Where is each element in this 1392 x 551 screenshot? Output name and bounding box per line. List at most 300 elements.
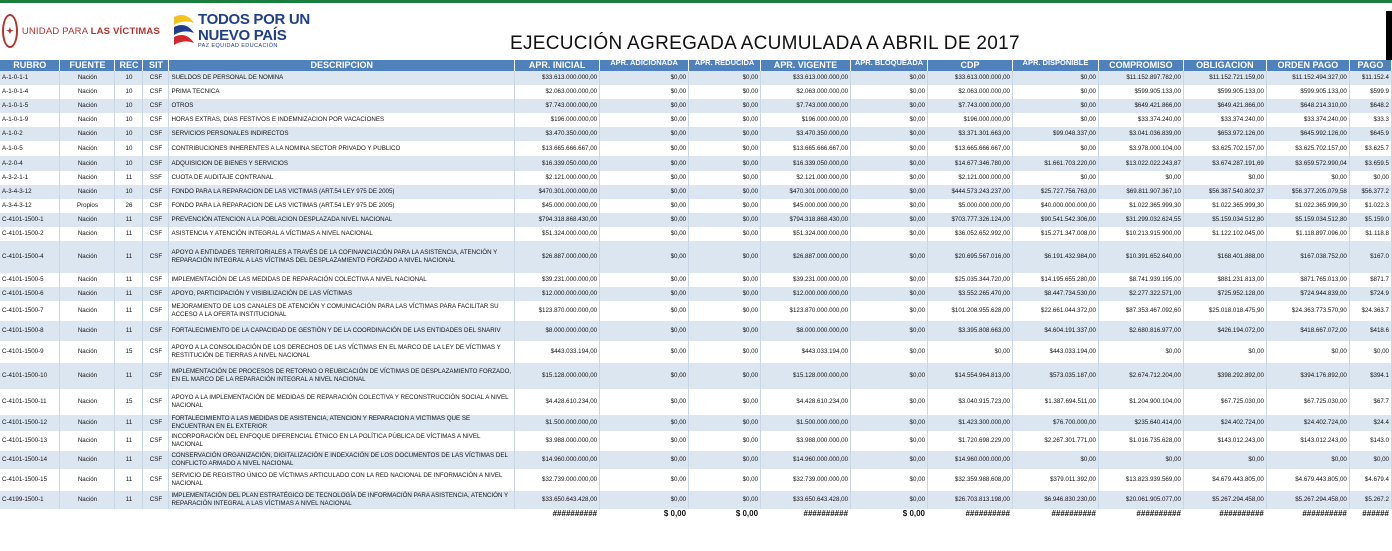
table-cell[interactable]: $573.035.187,00 [1012, 363, 1098, 389]
table-cell[interactable]: $0,00 [600, 273, 689, 287]
table-cell[interactable]: A-1-0-5 [0, 141, 60, 156]
table-cell[interactable]: $0,00 [851, 71, 928, 85]
table-cell[interactable]: $5.159.034.512,80 [1266, 213, 1349, 227]
table-cell[interactable]: INCORPORACIÓN DEL ENFOQUE DIFERENCIAL ÉTNICO EN LA POLÍTICA PÚBLICA DE VÍCTIMAS A NIVEL NACIONAL [169, 431, 515, 451]
table-cell[interactable]: $0,00 [689, 469, 761, 491]
table-cell[interactable]: $45.000.000.000,00 [761, 199, 851, 213]
table-cell[interactable]: CUOTA DE AUDITAJE CONTRANAL [169, 171, 515, 185]
table-cell[interactable]: $99.048.337,00 [1012, 127, 1098, 141]
table-cell[interactable]: $724.944.839,00 [1266, 287, 1349, 301]
table-cell[interactable]: CSF [143, 363, 169, 389]
table-cell[interactable]: IMPLEMENTACIÓN DEL PLAN ESTRATÉGICO DE TECNOLOGÍA DE INFORMACIÓN PARA ASISTENCIA, ATENCIÓN Y REPARACIÓN INTEGRAL A LAS VÍCTIMAS A NIVEL NACIONAL [169, 491, 515, 509]
table-cell[interactable]: Nación [60, 301, 115, 321]
column-header[interactable]: APR. INICIAL [515, 60, 600, 71]
table-cell[interactable]: $0,00 [689, 127, 761, 141]
table-cell[interactable]: $0,00 [851, 451, 928, 469]
table-cell[interactable]: $0,00 [600, 241, 689, 273]
table-cell[interactable]: $379.011.392,00 [1012, 469, 1098, 491]
table-cell[interactable]: $25.018.018.475,90 [1183, 301, 1266, 321]
table-cell[interactable]: $67.725.030,00 [1183, 389, 1266, 415]
table-cell[interactable]: 11 [115, 273, 143, 287]
table-cell[interactable]: 11 [115, 171, 143, 185]
table-cell[interactable]: 11 [115, 431, 143, 451]
table-cell[interactable]: $2.121.000.000,00 [515, 171, 600, 185]
table-cell[interactable]: Nación [60, 273, 115, 287]
total-cell[interactable]: ########## [515, 509, 600, 519]
table-cell[interactable]: 10 [115, 127, 143, 141]
table-cell[interactable]: C-4101-1500-4 [0, 241, 60, 273]
table-cell[interactable]: $11.152.897.782,00 [1098, 71, 1183, 85]
total-cell[interactable]: ########## [1266, 509, 1349, 519]
table-cell[interactable]: $0,00 [1012, 99, 1098, 113]
table-cell[interactable]: PREVENCIÓN ATENCION A LA POBLACION DESPLAZADA NIVEL NACIONAL [169, 213, 515, 227]
table-cell[interactable]: $3.988.000.000,00 [515, 431, 600, 451]
table-cell[interactable]: PRIMA TECNICA [169, 85, 515, 99]
total-cell[interactable]: ########## [928, 509, 1013, 519]
table-cell[interactable]: $724.9 [1349, 287, 1391, 301]
table-cell[interactable]: $3.659.572.990,04 [1266, 156, 1349, 171]
table-cell[interactable]: $0,00 [689, 287, 761, 301]
table-cell[interactable]: $0,00 [1349, 451, 1391, 469]
table-cell[interactable]: $645.992.126,00 [1266, 127, 1349, 141]
table-cell[interactable]: $0,00 [689, 341, 761, 363]
table-cell[interactable]: A-3-4-3-12 [0, 185, 60, 199]
table-cell[interactable]: SUELDOS DE PERSONAL DE NOMINA [169, 71, 515, 85]
table-cell[interactable]: $1.423.300.000,00 [928, 415, 1013, 431]
table-row[interactable] [0, 431, 1392, 451]
table-cell[interactable]: APOYO A LA CONSOLIDACIÓN DE LOS DERECHOS DE LAS VÍCTIMAS EN EL MARCO DE LA LEY DE VÍCTIMAS Y RESTITUCIÓN DE TIERRAS A NIVEL NACIONAL [169, 341, 515, 363]
table-cell[interactable]: 11 [115, 469, 143, 491]
table-cell[interactable]: $25.035.344.720,00 [928, 273, 1013, 287]
total-cell[interactable]: $ 0,00 [689, 509, 761, 519]
table-row[interactable] [0, 213, 1392, 227]
table-row[interactable] [0, 185, 1392, 199]
table-cell[interactable]: SERVICIOS PERSONALES INDIRECTOS [169, 127, 515, 141]
table-row[interactable] [0, 363, 1392, 389]
table-cell[interactable]: $15.128.000.000,00 [515, 363, 600, 389]
table-cell[interactable]: $87.353.467.092,60 [1098, 301, 1183, 321]
table-cell[interactable]: $0,00 [689, 141, 761, 156]
table-cell[interactable]: CSF [143, 241, 169, 273]
column-header[interactable]: CDP [928, 60, 1013, 71]
table-cell[interactable]: SERVICIO DE REGISTRO ÚNICO DE VÍCTIMAS ARTICULADO CON LA RED NACIONAL DE INFORMACIÓN A NIVEL NACIONAL [169, 469, 515, 491]
table-cell[interactable]: APOYO A ENTIDADES TERRITORIALES A TRAVÉS DE LA COFINANCIACIÓN PARA LA ASISTENCIA, ATENCIÓN Y REPARACIÓN INTEGRAL A LAS VÍCTIMAS DEL DESPLAZAMIENTO FORZADO A NIVEL NACIONAL [169, 241, 515, 273]
table-cell[interactable]: $16.339.050.000,00 [515, 156, 600, 171]
table-cell[interactable]: $0,00 [600, 113, 689, 127]
table-cell[interactable]: $3.040.915.723,00 [928, 389, 1013, 415]
table-cell[interactable]: $8.000.000.000,00 [515, 321, 600, 341]
table-row[interactable] [0, 287, 1392, 301]
table-cell[interactable]: $5.159.034.512,80 [1183, 213, 1266, 227]
table-cell[interactable]: $1.500.000.000,00 [515, 415, 600, 431]
table-cell[interactable]: Nación [60, 71, 115, 85]
table-cell[interactable]: $3.659.5 [1349, 156, 1391, 171]
table-cell[interactable]: 26 [115, 199, 143, 213]
table-cell[interactable]: $7.743.000.000,00 [515, 99, 600, 113]
table-cell[interactable]: $394.176.892,00 [1266, 363, 1349, 389]
table-cell[interactable]: 11 [115, 491, 143, 509]
table-cell[interactable]: C-4101-1500-8 [0, 321, 60, 341]
table-row[interactable] [0, 99, 1392, 113]
table-cell[interactable]: $0,00 [1098, 341, 1183, 363]
table-cell[interactable]: $33.613.000.000,00 [515, 71, 600, 85]
table-cell[interactable]: C-4101-1500-9 [0, 341, 60, 363]
table-cell[interactable]: $444.573.243.237,00 [928, 185, 1013, 199]
table-cell[interactable]: $3.625.7 [1349, 141, 1391, 156]
table-cell[interactable]: $3.395.808.663,00 [928, 321, 1013, 341]
table-cell[interactable]: 11 [115, 241, 143, 273]
table-cell[interactable]: $0,00 [689, 321, 761, 341]
table-cell[interactable]: $13.022.022.243,87 [1098, 156, 1183, 171]
table-cell[interactable]: $33.374.240,00 [1266, 113, 1349, 127]
table-cell[interactable]: $0,00 [600, 227, 689, 241]
total-cell[interactable]: ###### [1349, 509, 1391, 519]
table-cell[interactable]: CSF [143, 141, 169, 156]
table-cell[interactable]: Nación [60, 241, 115, 273]
table-cell[interactable]: $67.7 [1349, 389, 1391, 415]
table-row[interactable] [0, 491, 1392, 509]
table-cell[interactable]: $16.339.050.000,00 [761, 156, 851, 171]
table-cell[interactable]: Nación [60, 431, 115, 451]
table-cell[interactable]: 10 [115, 141, 143, 156]
table-cell[interactable]: $101.208.955.628,00 [928, 301, 1013, 321]
column-header[interactable]: FUENTE [60, 60, 115, 71]
table-cell[interactable]: $0,00 [1183, 171, 1266, 185]
table-cell[interactable]: $1.022.365.999,30 [1183, 199, 1266, 213]
table-cell[interactable]: Nación [60, 491, 115, 509]
table-cell[interactable]: CSF [143, 85, 169, 99]
table-row[interactable] [0, 141, 1392, 156]
table-cell[interactable]: $649.421.866,00 [1098, 99, 1183, 113]
table-cell[interactable]: ADQUISICION DE BIENES Y SERVICIOS [169, 156, 515, 171]
table-cell[interactable]: $3.674.287.191,69 [1183, 156, 1266, 171]
table-cell[interactable]: $56.377.2 [1349, 185, 1391, 199]
table-cell[interactable]: FORTALECIMIENTO DE LA CAPACIDAD DE GESTIÓN Y DE LA COORDINACIÓN DE LAS ENTIDADES DEL SNARIV [169, 321, 515, 341]
table-row[interactable] [0, 451, 1392, 469]
table-cell[interactable]: $3.978.000.104,00 [1098, 141, 1183, 156]
table-cell[interactable]: CSF [143, 321, 169, 341]
table-cell[interactable]: $13.665.666.667,00 [761, 141, 851, 156]
total-cell[interactable] [143, 509, 169, 519]
table-cell[interactable]: $645.9 [1349, 127, 1391, 141]
table-cell[interactable]: $0,00 [689, 363, 761, 389]
table-cell[interactable]: $4.604.191.337,00 [1012, 321, 1098, 341]
table-cell[interactable]: $881.231.813,00 [1183, 273, 1266, 287]
table-cell[interactable]: $14.554.964.813,00 [928, 363, 1013, 389]
total-cell[interactable]: $ 0,00 [600, 509, 689, 519]
table-cell[interactable]: $14.677.346.780,00 [928, 156, 1013, 171]
table-cell[interactable]: CSF [143, 301, 169, 321]
table-cell[interactable]: $8.447.734.530,00 [1012, 287, 1098, 301]
table-cell[interactable]: $32.739.000.000,00 [761, 469, 851, 491]
table-cell[interactable]: $3.470.350.000,00 [761, 127, 851, 141]
column-header[interactable]: DESCRIPCION [169, 60, 515, 71]
table-cell[interactable]: $4.679.443.805,00 [1266, 469, 1349, 491]
table-cell[interactable]: $2.121.000.000,00 [928, 171, 1013, 185]
table-cell[interactable]: $0,00 [851, 171, 928, 185]
table-cell[interactable]: $36.052.652.992,00 [928, 227, 1013, 241]
table-cell[interactable]: CSF [143, 341, 169, 363]
table-cell[interactable]: CSF [143, 99, 169, 113]
table-cell[interactable]: CSF [143, 213, 169, 227]
table-cell[interactable]: $0,00 [600, 415, 689, 431]
table-cell[interactable]: Nación [60, 99, 115, 113]
table-cell[interactable]: $31.299.032.624,55 [1098, 213, 1183, 227]
table-cell[interactable]: $0,00 [851, 85, 928, 99]
table-cell[interactable]: C-4101-1500-15 [0, 469, 60, 491]
table-cell[interactable]: $0,00 [600, 185, 689, 199]
table-cell[interactable]: $6.191.432.984,00 [1012, 241, 1098, 273]
table-cell[interactable]: A-2-0-4 [0, 156, 60, 171]
table-cell[interactable]: $394.1 [1349, 363, 1391, 389]
total-cell[interactable] [115, 509, 143, 519]
table-cell[interactable]: $0,00 [851, 241, 928, 273]
table-row[interactable] [0, 321, 1392, 341]
total-cell[interactable]: ########## [1012, 509, 1098, 519]
table-cell[interactable]: $4.428.610.234,00 [761, 389, 851, 415]
table-cell[interactable]: $5.267.294.458,00 [1183, 491, 1266, 509]
table-cell[interactable]: $33.374.240,00 [1098, 113, 1183, 127]
table-cell[interactable]: IMPLEMENTACIÓN DE LAS MEDIDAS DE REPARACIÓN COLECTIVA A NIVEL NACIONAL [169, 273, 515, 287]
table-cell[interactable]: SSF [143, 171, 169, 185]
table-cell[interactable]: Nación [60, 451, 115, 469]
table-cell[interactable]: $0,00 [600, 363, 689, 389]
table-row[interactable] [0, 389, 1392, 415]
table-cell[interactable]: $33.613.000.000,00 [928, 71, 1013, 85]
table-cell[interactable]: $4.428.610.234,00 [515, 389, 600, 415]
table-cell[interactable]: Nación [60, 363, 115, 389]
table-cell[interactable]: C-4101-1500-2 [0, 227, 60, 241]
table-cell[interactable]: $0,00 [689, 227, 761, 241]
table-cell[interactable]: A-3-2-1-1 [0, 171, 60, 185]
table-cell[interactable]: $20.061.905.077,00 [1098, 491, 1183, 509]
table-cell[interactable]: $26.703.813.198,00 [928, 491, 1013, 509]
table-cell[interactable]: $7.743.000.000,00 [761, 99, 851, 113]
table-cell[interactable]: Nación [60, 321, 115, 341]
table-cell[interactable]: 10 [115, 99, 143, 113]
table-cell[interactable]: $33.650.643.428,00 [761, 491, 851, 509]
table-row[interactable] [0, 113, 1392, 127]
table-cell[interactable]: $0,00 [689, 431, 761, 451]
table-cell[interactable]: $1.022.3 [1349, 199, 1391, 213]
table-cell[interactable]: $56.377.205.079,58 [1266, 185, 1349, 199]
table-cell[interactable]: C-4101-1500-13 [0, 431, 60, 451]
table-cell[interactable]: Nación [60, 113, 115, 127]
table-cell[interactable]: $0,00 [1012, 171, 1098, 185]
table-cell[interactable]: $0,00 [689, 156, 761, 171]
table-cell[interactable]: $0,00 [689, 213, 761, 227]
table-cell[interactable]: $0,00 [689, 491, 761, 509]
table-cell[interactable]: CSF [143, 71, 169, 85]
table-cell[interactable]: $196.000.000,00 [515, 113, 600, 127]
table-cell[interactable]: $0,00 [689, 71, 761, 85]
table-cell[interactable]: 11 [115, 415, 143, 431]
table-cell[interactable]: 11 [115, 287, 143, 301]
table-row[interactable] [0, 241, 1392, 273]
table-cell[interactable]: $15.271.347.008,00 [1012, 227, 1098, 241]
table-row[interactable] [0, 227, 1392, 241]
table-cell[interactable]: $0,00 [600, 171, 689, 185]
column-header[interactable]: APR. REDUCIDA [689, 60, 761, 71]
table-cell[interactable]: $32.739.000.000,00 [515, 469, 600, 491]
table-cell[interactable]: $4.679.443.805,00 [1183, 469, 1266, 491]
table-cell[interactable]: $167.038.752,00 [1266, 241, 1349, 273]
table-cell[interactable]: $0,00 [1266, 341, 1349, 363]
table-cell[interactable]: $0,00 [1183, 341, 1266, 363]
table-cell[interactable]: $0,00 [851, 273, 928, 287]
table-cell[interactable]: C-4101-1500-11 [0, 389, 60, 415]
table-cell[interactable]: $25.727.756.763,00 [1012, 185, 1098, 199]
table-cell[interactable]: $0,00 [1183, 451, 1266, 469]
table-cell[interactable]: CSF [143, 451, 169, 469]
table-cell[interactable]: $24.363.7 [1349, 301, 1391, 321]
table-cell[interactable]: $0,00 [689, 389, 761, 415]
table-cell[interactable]: $0,00 [600, 99, 689, 113]
column-header[interactable]: ORDEN PAGO [1266, 60, 1349, 71]
table-cell[interactable]: CSF [143, 287, 169, 301]
total-cell[interactable] [0, 509, 60, 519]
table-cell[interactable]: $0,00 [1098, 171, 1183, 185]
column-header[interactable]: REC [115, 60, 143, 71]
table-cell[interactable]: $0,00 [851, 469, 928, 491]
table-cell[interactable]: $32.359.988.608,00 [928, 469, 1013, 491]
table-cell[interactable]: $0,00 [600, 141, 689, 156]
table-cell[interactable]: $0,00 [1012, 71, 1098, 85]
table-cell[interactable]: $1.661.703.220,00 [1012, 156, 1098, 171]
table-cell[interactable]: $76.700.000,00 [1012, 415, 1098, 431]
table-cell[interactable]: $0,00 [689, 301, 761, 321]
table-cell[interactable]: $5.159.0 [1349, 213, 1391, 227]
table-row[interactable] [0, 341, 1392, 363]
total-cell[interactable]: ########## [761, 509, 851, 519]
table-cell[interactable]: $0,00 [851, 287, 928, 301]
table-cell[interactable]: $14.960.000.000,00 [761, 451, 851, 469]
table-cell[interactable]: $168.401.888,00 [1183, 241, 1266, 273]
table-cell[interactable]: CSF [143, 273, 169, 287]
table-cell[interactable]: A-3-4-3-12 [0, 199, 60, 213]
table-cell[interactable]: CSF [143, 199, 169, 213]
table-cell[interactable]: 10 [115, 85, 143, 99]
table-cell[interactable]: C-4101-1500-7 [0, 301, 60, 321]
table-cell[interactable]: $0,00 [851, 321, 928, 341]
column-header[interactable]: APR. VIGENTE [761, 60, 851, 71]
total-cell[interactable] [60, 509, 115, 519]
table-cell[interactable]: Nación [60, 141, 115, 156]
table-cell[interactable]: $0,00 [600, 85, 689, 99]
table-cell[interactable]: $3.625.702.157,00 [1183, 141, 1266, 156]
table-cell[interactable]: $725.952.128,00 [1183, 287, 1266, 301]
table-cell[interactable]: $1.122.102.045,00 [1183, 227, 1266, 241]
table-cell[interactable]: $51.324.000.000,00 [515, 227, 600, 241]
table-cell[interactable]: $0,00 [851, 491, 928, 509]
table-cell[interactable]: $794.318.868.430,00 [515, 213, 600, 227]
table-cell[interactable]: $10.391.652.640,00 [1098, 241, 1183, 273]
table-cell[interactable]: A-1-0-1-9 [0, 113, 60, 127]
table-cell[interactable]: CSF [143, 469, 169, 491]
table-cell[interactable]: Nación [60, 171, 115, 185]
table-cell[interactable]: C-4101-1500-14 [0, 451, 60, 469]
table-cell[interactable]: $0,00 [928, 341, 1013, 363]
table-cell[interactable]: FONDO PARA LA REPARACION DE LAS VICTIMAS (ART.54 LEY 975 DE 2005) [169, 199, 515, 213]
table-cell[interactable]: $13.823.939.569,00 [1098, 469, 1183, 491]
table-cell[interactable]: $22.661.044.372,00 [1012, 301, 1098, 321]
table-cell[interactable]: FONDO PARA LA REPARACION DE LAS VICTIMAS (ART.54 LEY 975 DE 2005) [169, 185, 515, 199]
table-cell[interactable]: $0,00 [1012, 141, 1098, 156]
table-cell[interactable]: $871.765.013,00 [1266, 273, 1349, 287]
table-row[interactable] [0, 469, 1392, 491]
table-cell[interactable]: $69.811.907.367,10 [1098, 185, 1183, 199]
table-cell[interactable]: $0,00 [851, 431, 928, 451]
table-cell[interactable]: $3.470.350.000,00 [515, 127, 600, 141]
table-cell[interactable]: $1.204.900.104,00 [1098, 389, 1183, 415]
table-cell[interactable]: $0,00 [689, 273, 761, 287]
table-cell[interactable]: $0,00 [600, 156, 689, 171]
table-cell[interactable]: $24.363.773.570,90 [1266, 301, 1349, 321]
table-cell[interactable]: $0,00 [851, 213, 928, 227]
table-cell[interactable]: HORAS EXTRAS, DIAS FESTIVOS E INDEMNIZACION POR VACACIONES [169, 113, 515, 127]
table-cell[interactable]: Nación [60, 469, 115, 491]
table-row[interactable] [0, 273, 1392, 287]
table-row[interactable] [0, 199, 1392, 213]
table-cell[interactable]: $12.000.000.000,00 [761, 287, 851, 301]
table-cell[interactable]: $0,00 [851, 341, 928, 363]
table-cell[interactable]: $0,00 [600, 451, 689, 469]
table-cell[interactable]: $11.152.721.159,00 [1183, 71, 1266, 85]
table-cell[interactable]: $0,00 [1349, 341, 1391, 363]
table-cell[interactable]: $1.500.000.000,00 [761, 415, 851, 431]
table-cell[interactable]: Nación [60, 156, 115, 171]
table-cell[interactable]: $26.887.000.000,00 [761, 241, 851, 273]
table-cell[interactable]: $0,00 [1012, 451, 1098, 469]
table-cell[interactable]: $0,00 [689, 171, 761, 185]
table-cell[interactable]: $443.033.194,00 [761, 341, 851, 363]
table-cell[interactable]: $0,00 [689, 415, 761, 431]
table-cell[interactable]: OTROS [169, 99, 515, 113]
table-cell[interactable]: $599.905.133,00 [1098, 85, 1183, 99]
table-cell[interactable]: $56.387.540.802,37 [1183, 185, 1266, 199]
table-cell[interactable]: $14.960.000.000,00 [928, 451, 1013, 469]
table-cell[interactable]: Nación [60, 415, 115, 431]
table-cell[interactable]: $7.743.000.000,00 [928, 99, 1013, 113]
table-row[interactable] [0, 71, 1392, 85]
table-cell[interactable]: $20.695.567.016,00 [928, 241, 1013, 273]
table-cell[interactable]: $13.665.666.667,00 [515, 141, 600, 156]
table-cell[interactable]: $703.777.326.124,00 [928, 213, 1013, 227]
table-cell[interactable]: $2.267.301.771,00 [1012, 431, 1098, 451]
table-cell[interactable]: $3.041.036.839,00 [1098, 127, 1183, 141]
column-header[interactable]: APR. BLOQUEADA [851, 60, 928, 71]
table-cell[interactable]: Nación [60, 341, 115, 363]
table-cell[interactable]: $11.152.4 [1349, 71, 1391, 85]
column-header[interactable]: RUBRO [0, 60, 60, 71]
table-cell[interactable]: $871.7 [1349, 273, 1391, 287]
table-cell[interactable]: Nación [60, 127, 115, 141]
table-cell[interactable]: $235.640.414,00 [1098, 415, 1183, 431]
table-row[interactable] [0, 415, 1392, 431]
table-cell[interactable]: $1.118.8 [1349, 227, 1391, 241]
table-cell[interactable]: 10 [115, 156, 143, 171]
table-row[interactable] [0, 171, 1392, 185]
table-cell[interactable]: Propios [60, 199, 115, 213]
table-cell[interactable]: $0,00 [851, 141, 928, 156]
table-cell[interactable]: $0,00 [851, 185, 928, 199]
table-cell[interactable]: $39.231.000.000,00 [761, 273, 851, 287]
table-cell[interactable]: $5.267.294.458,00 [1266, 491, 1349, 509]
table-cell[interactable]: 15 [115, 389, 143, 415]
table-cell[interactable]: 11 [115, 227, 143, 241]
column-header[interactable]: COMPROMISO [1098, 60, 1183, 71]
table-cell[interactable]: Nación [60, 213, 115, 227]
